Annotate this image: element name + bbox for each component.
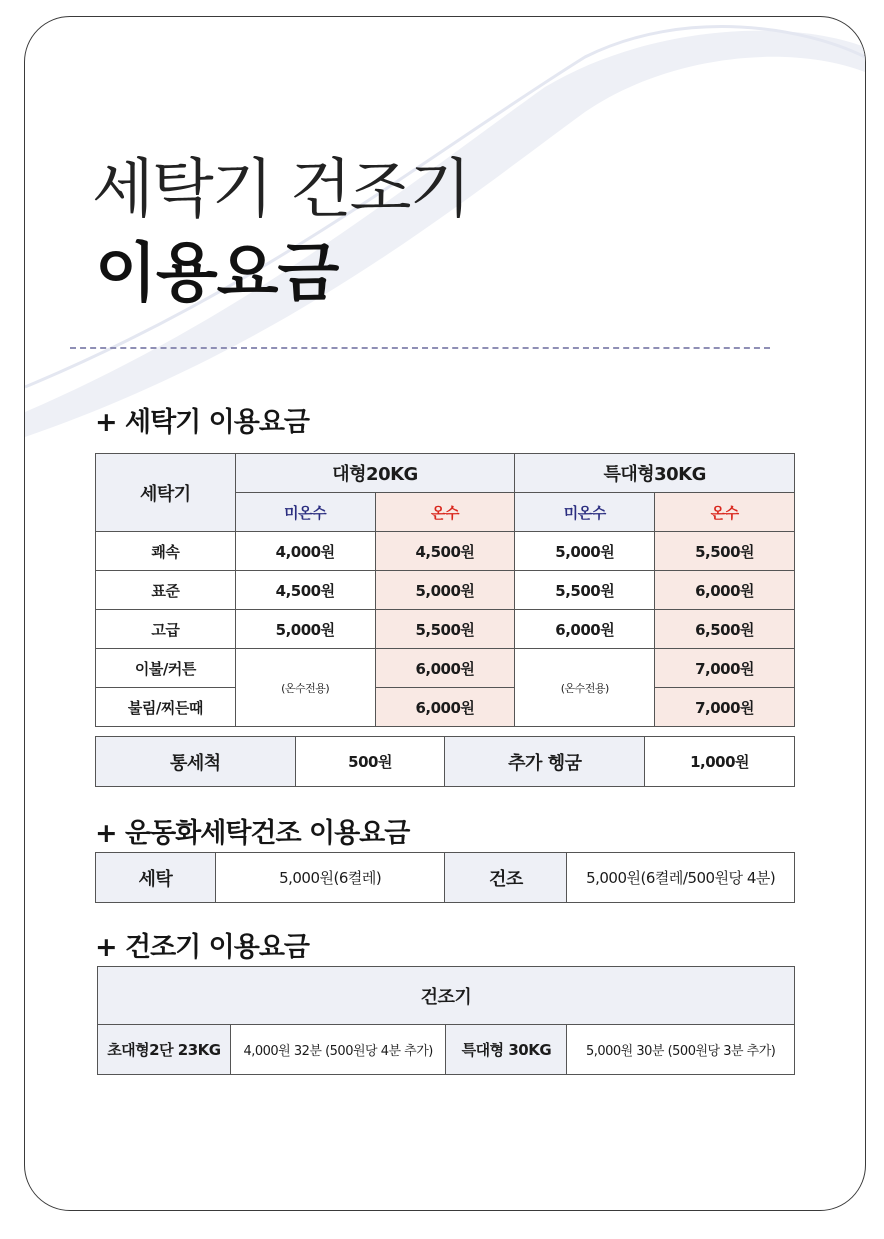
sneaker-dry-label: 건조 (445, 853, 567, 903)
corner-label: 세탁기 (96, 454, 236, 532)
sneaker-wash-label: 세탁 (96, 853, 216, 903)
group-header: 대형20KG (235, 454, 515, 493)
price-cell: 6,000원 (375, 649, 515, 688)
dryer-item-label: 특대형 30KG (446, 1025, 567, 1075)
price-cell: 5,000원 (375, 571, 515, 610)
dryer-item-label: 초대형2단 23KG (98, 1025, 231, 1075)
dryer-section-title: + 건조기 이용요금 (95, 932, 309, 963)
price-cell: 7,000원 (655, 649, 795, 688)
divider (70, 347, 770, 349)
group-header: 특대형30KG (515, 454, 795, 493)
price-cell: 7,000원 (655, 688, 795, 727)
page-title-line1: 세탁기 건조기 (92, 153, 470, 227)
hot-only-note: (온수전용) (235, 649, 375, 727)
washer-section-title: + 세탁기 이용요금 (95, 407, 309, 438)
price-cell: 6,000원 (655, 571, 795, 610)
table-row (96, 571, 795, 610)
washer-extras-table (95, 736, 795, 787)
price-cell: 6,000원 (515, 610, 655, 649)
sub-header: 미온수 (515, 493, 655, 532)
sub-header: 온수 (375, 493, 515, 532)
row-label: 불림/찌든때 (96, 688, 236, 727)
row-label: 쾌속 (96, 532, 236, 571)
price-cell: 5,000원 (235, 610, 375, 649)
sneaker-section-title: + 운동화세탁건조 이용요금 (95, 818, 410, 849)
price-cell: 4,500원 (235, 571, 375, 610)
dryer-item-price: 5,000원 30분 (500원당 3분 추가) (567, 1025, 795, 1075)
soak-price: 500원 (295, 737, 445, 787)
price-cell: 4,000원 (235, 532, 375, 571)
table-row (96, 610, 795, 649)
hot-only-note: (온수전용) (515, 649, 655, 727)
price-cell: 6,500원 (655, 610, 795, 649)
rinse-price: 1,000원 (645, 737, 795, 787)
row-label: 이불/커튼 (96, 649, 236, 688)
table-row (96, 688, 795, 727)
dryer-header: 건조기 (98, 967, 795, 1025)
sneaker-dry-price: 5,000원(6켤레/500원당 4분) (567, 853, 795, 903)
price-cell: 5,500원 (515, 571, 655, 610)
price-cell: 5,500원 (375, 610, 515, 649)
soak-label: 통세척 (96, 737, 296, 787)
dryer-item-price: 4,000원 32분 (500원당 4분 추가) (230, 1025, 446, 1075)
dryer-price-table (97, 966, 795, 1075)
price-cell: 5,000원 (515, 532, 655, 571)
sub-header: 미온수 (235, 493, 375, 532)
price-cell: 6,000원 (375, 688, 515, 727)
sneaker-wash-price: 5,000원(6켤레) (215, 853, 445, 903)
page-title-line2: 이용요금 (95, 237, 339, 311)
rinse-label: 추가 헹굼 (445, 737, 645, 787)
sub-header: 온수 (655, 493, 795, 532)
table-row (96, 532, 795, 571)
washer-price-table (95, 453, 795, 727)
sneaker-price-table (95, 852, 795, 903)
price-cell: 5,500원 (655, 532, 795, 571)
price-cell: 4,500원 (375, 532, 515, 571)
table-row (96, 649, 795, 688)
row-label: 고급 (96, 610, 236, 649)
row-label: 표준 (96, 571, 236, 610)
